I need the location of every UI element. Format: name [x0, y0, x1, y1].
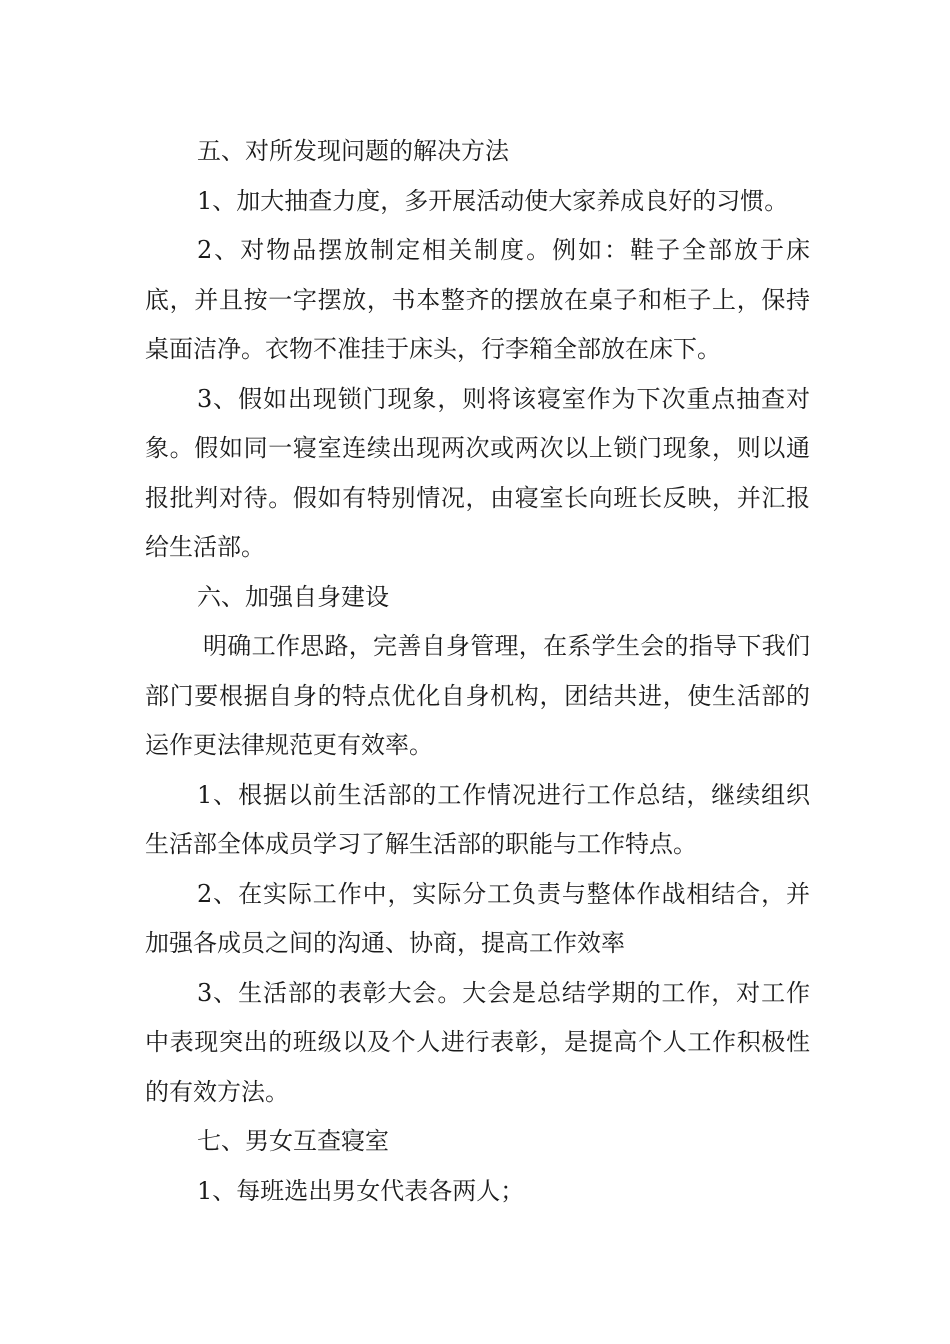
list-item-5-2: 2、对物品摆放制定相关制度。例如：鞋子全部放于床底，并且按一字摆放，书本整齐的摆放在桌子和柜子上，保持桌面洁净。衣物不准挂于床头，行李箱全部放在床下。	[145, 236, 810, 363]
list-item-6-1: 1、根据以前生活部的工作情况进行工作总结，继续组织生活部全体成员学习了解生活部的职能与工作特点。	[145, 780, 810, 858]
section-heading-6: 六、加强自身建设	[197, 582, 389, 611]
section-heading-5: 五、对所发现问题的解决方法	[197, 137, 509, 165]
list-item-6-2: 2、在实际工作中，实际分工负责与整体作战相结合，并加强各成员之间的沟通、协商，提高工作效率	[145, 879, 810, 957]
document-body	[145, 127, 810, 1216]
list-item-5-3: 3、假如出现锁门现象，则将该寝室作为下次重点抽查对象。假如同一寝室连续出现两次或两次以上锁门现象，则以通报批判对待。假如有特别情况，由寝室长向班长反映，并汇报给生活部。	[145, 384, 810, 561]
list-item-6-3: 3、生活部的表彰大会。大会是总结学期的工作，对工作中表现突出的班级以及个人进行表彰，是提高个人工作积极性的有效方法。	[145, 978, 810, 1106]
list-item-7-1: 1、每班选出男女代表各两人；	[197, 1176, 525, 1205]
section-heading-7: 七、男女互查寝室	[197, 1127, 389, 1155]
section-intro-6: 明确工作思路，完善自身管理，在系学生会的指导下我们部门要根据自身的特点优化自身机构，团结共进，使生活部的运作更法律规范更有效率。	[145, 632, 810, 759]
list-item-5-1: 1、加大抽查力度，多开展活动使大家养成良好的习惯。	[197, 186, 789, 215]
